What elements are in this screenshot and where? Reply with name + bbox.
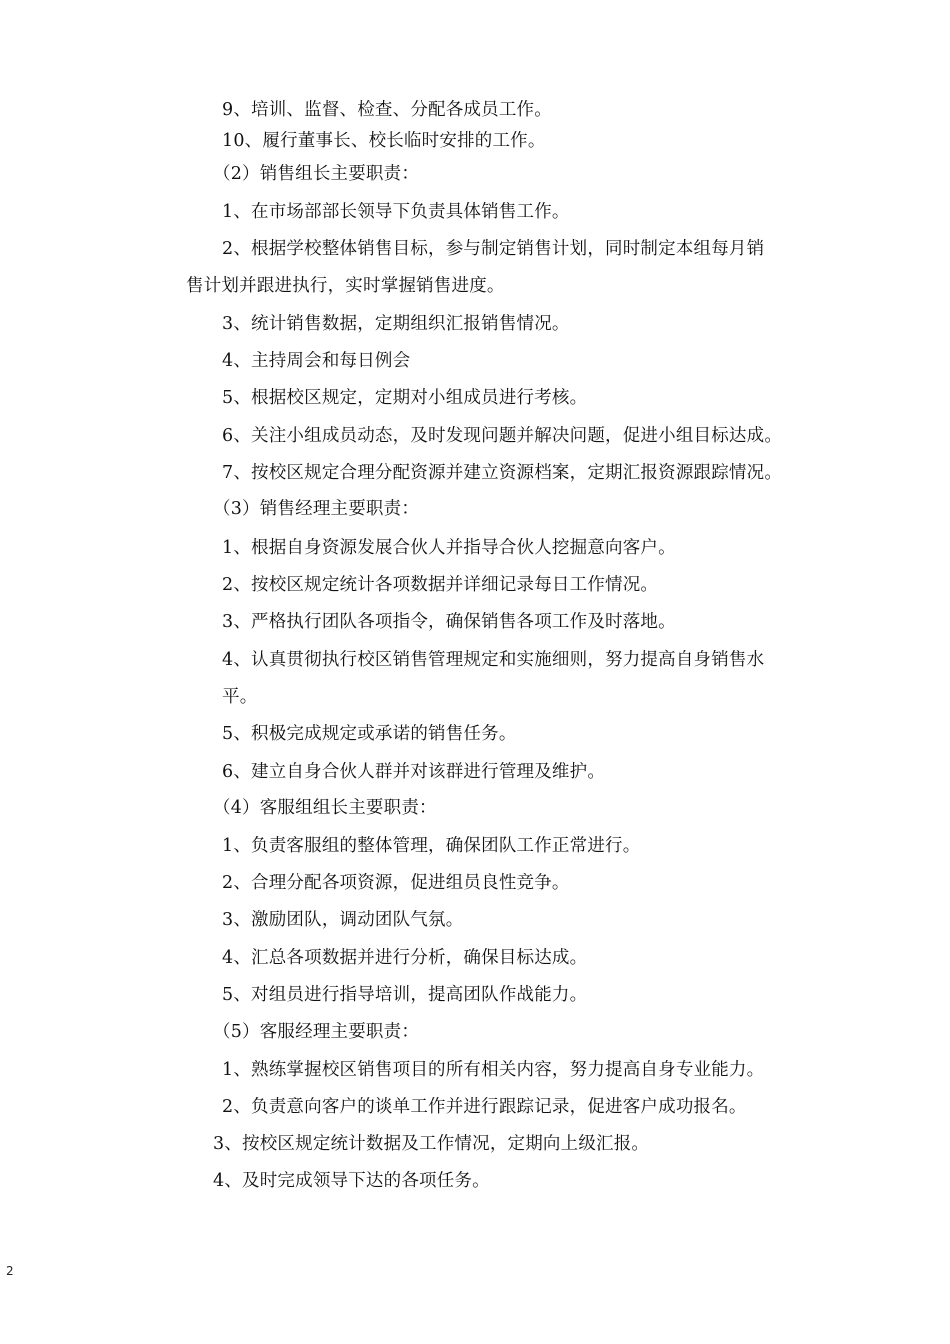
section-heading: （2）销售组长主要职责： [213,164,420,184]
text-line: 2、根据学校整体销售目标，参与制定销售计划，同时制定本组每月销 [222,239,765,259]
section-heading: （3）销售经理主要职责： [213,499,420,519]
text-line: 平。 [222,687,258,707]
text-line: 6、建立自身合伙人群并对该群进行管理及维护。 [222,762,606,782]
section-heading: （5）客服经理主要职责： [213,1022,420,1042]
text-line: 3、激励团队，调动团队气氛。 [222,910,464,930]
text-line: 2、按校区规定统计各项数据并详细记录每日工作情况。 [222,575,659,595]
page-number: 2 [6,1264,14,1278]
text-line: 3、按校区规定统计数据及工作情况，定期向上级汇报。 [213,1134,650,1154]
text-line: 5、对组员进行指导培训，提高团队作战能力。 [222,985,588,1005]
text-line: 4、及时完成领导下达的各项任务。 [213,1171,490,1191]
text-line: 6、关注小组成员动态，及时发现问题并解决问题，促进小组目标达成。 [222,426,783,446]
text-line: 9、培训、监督、检查、分配各成员工作。 [222,100,552,120]
text-line: 7、按校区规定合理分配资源并建立资源档案，定期汇报资源跟踪情况。 [222,463,783,483]
text-line: 1、在市场部部长领导下负责具体销售工作。 [222,202,570,222]
text-line: 1、负责客服组的整体管理，确保团队工作正常进行。 [222,836,641,856]
text-line: 2、合理分配各项资源，促进组员良性竞争。 [222,873,570,893]
text-line: 5、根据校区规定，定期对小组成员进行考核。 [222,388,588,408]
text-line: 售计划并跟进执行，实时掌握销售进度。 [186,276,505,296]
text-line: 5、积极完成规定或承诺的销售任务。 [222,724,517,744]
text-line: 4、汇总各项数据并进行分析，确保目标达成。 [222,948,588,968]
text-line: 3、严格执行团队各项指令，确保销售各项工作及时落地。 [222,612,676,632]
text-line: 1、根据自身资源发展合伙人并指导合伙人挖掘意向客户。 [222,538,676,558]
text-line: 4、主持周会和每日例会 [222,351,411,371]
section-heading: （4）客服组组长主要职责： [213,798,437,818]
text-line: 3、统计销售数据，定期组织汇报销售情况。 [222,314,570,334]
text-line: 1、熟练掌握校区销售项目的所有相关内容，努力提高自身专业能力。 [222,1060,765,1080]
text-line: 2、负责意向客户的谈单工作并进行跟踪记录，促进客户成功报名。 [222,1097,747,1117]
text-line: 4、认真贯彻执行校区销售管理规定和实施细则，努力提高自身销售水 [222,650,765,670]
text-line: 10、履行董事长、校长临时安排的工作。 [222,131,546,151]
